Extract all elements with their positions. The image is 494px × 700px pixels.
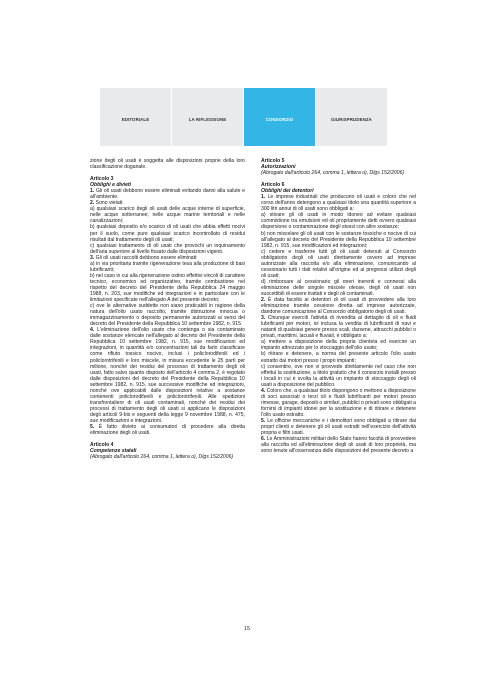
- paragraph: [261, 194, 416, 212]
- section-navbar: [100, 88, 388, 146]
- paragraph-text: Le imprese industriali che producono oli usati e coloro che nel corso dell'anno detengono a qualsiasi titolo una quantità superiore a 300 litri annui di oli usati sono obbligati a:: [261, 194, 416, 213]
- paragraph-text: c) cedere e trasferire tutti gli oli usati detenuti al Consorzio obbligatorio degli oli usati direttamente ovvero ad imprese autorizzate alla raccolta e/o alla eliminazione, comunicando al cessionario tutti i dati relativi all'origine ed ai pregressi utilizzi degli oli usati;: [261, 248, 416, 279]
- tab-label: LA RIFLESSIONE: [188, 117, 227, 122]
- paragraph-text: Le officine meccaniche e i demolitori sono obbligati a ritirare dai propri clienti e detenere gli oli usati estratti nell'esercizio dell'attività propria e filtri usati.: [261, 417, 416, 437]
- paragraph: [261, 436, 416, 454]
- paragraph-number: 3.: [90, 254, 95, 261]
- paragraph-text: d) rimborsare al cessionario gli oneri inerenti e connessi alla eliminazione delle singole miscele oleose, degli oli usati non suscettibili di essere trattati e degli oli contaminati.: [261, 278, 416, 297]
- paragraph-text: b) non miscelare gli oli usati con le sostanze tossiche o nocive di cui all'allegato al decreto del Presidente della Repubblica 10 settembre 1982, n. 915, sue modificazioni ed integrazioni;: [261, 230, 416, 249]
- paragraph: [261, 315, 416, 339]
- article-5-title: Articolo 5: [261, 158, 285, 164]
- paragraph: [261, 364, 416, 388]
- paragraph-text: c) consentire, ove non vi provvede direttamente nel caso che non effettui la sostituzione, a titolo gratuito che il consorzio installi presso i locali in cui è svolta la attività un impianto di stoccaggio degli oli usati a disposizione del pubblico.: [261, 363, 416, 388]
- tab-consorzio[interactable]: [244, 88, 316, 146]
- paragraph-number: 6.: [261, 436, 266, 443]
- paragraph-number: 2.: [261, 297, 266, 304]
- paragraph-number: 1.: [261, 194, 266, 201]
- paragraph-text: Le Amministrazioni militari dello Stato hanno facoltà di provvedere alla raccolta ed all'eliminazione degli oli usati di loro proprietà, ma sono tenute all'osservanza delle disposizioni del presente decreto a: [261, 436, 416, 455]
- article-4-subtitle: Competenze statali: [90, 448, 137, 455]
- paragraph: [261, 231, 416, 249]
- article-4-title: Articolo 4: [90, 442, 114, 449]
- intro-paragraph: zione degli oli usati è soggetta alle disposizioni proprie della loro classificazione doganale.: [90, 158, 245, 171]
- paragraph: [261, 212, 416, 230]
- right-column: [261, 158, 416, 454]
- paragraph: [90, 424, 245, 436]
- paragraph-text: Sono vietati:: [94, 200, 124, 207]
- paragraph: [90, 273, 245, 303]
- paragraph-number: 4.: [90, 327, 95, 334]
- article-6-subtitle: Obblighi dei detentori: [261, 188, 314, 195]
- paragraph: [261, 351, 416, 363]
- article-5-note: (Abrogato dall'articolo 264, comma 1, lettera o), Dlgs 152/2006): [261, 170, 405, 177]
- paragraph-text: b) nel caso in cui alla rigenerazione ostino effettivi vincoli di carattere tecnico, economico ed organizzativo, tramite combustione nel rispetto del decreto del Presidente della Repubblica 24 maggio 1988, n. 203, sue modifiche ed integrazioni e in particolare con le limitazioni specificate nell'allegato A del presente decreto;: [90, 272, 245, 304]
- article-6-title: Articolo 6: [261, 182, 285, 189]
- paragraph-number: 5.: [90, 424, 95, 431]
- article-6-body: [261, 194, 416, 454]
- left-column: [90, 158, 245, 460]
- paragraph-text: Gli oli usati raccolti debbono essere eliminati:: [94, 254, 198, 261]
- paragraph: [261, 249, 416, 279]
- tab-label: GIURISPRUDENZA: [331, 117, 372, 122]
- paragraph: [261, 279, 416, 297]
- paragraph-text: b) ritirare e detenere, a norma del presente articolo l'olio usato estratto dai motori presso i propri impianti;: [261, 351, 416, 364]
- tab-label: CONSORZIO: [265, 117, 294, 122]
- paragraph-text: a) in via prioritaria tramite rigenerazione tesa alla produzione di basi lubrificanti;: [90, 260, 245, 273]
- paragraph: [90, 303, 245, 327]
- tab-giurisprudenza[interactable]: [316, 88, 388, 146]
- paragraph: [90, 327, 245, 424]
- tab-editoriale[interactable]: [100, 88, 172, 146]
- article-3-body: [90, 188, 245, 436]
- article-5-subtitle: Autorizzazioni: [261, 164, 296, 171]
- paragraph-text: È fatto divieto ai consumatori di procedere alla diretta eliminazione degli oli usati.: [90, 424, 245, 437]
- paragraph-text: c) qualsiasi trattamento di oli usati che provochi un inquinamento dell'aria superiore al livello fissato dalle disposizioni vigenti.: [90, 242, 245, 255]
- paragraph-text: Chiunque eserciti l'attività di rivendita al dettaglio di oli e fluidi lubrificanti per motori, ivi inclusa la vendita di lubrificanti di navi e natanti di qualsiasi genere presso scali, darsene, attracchi pubblici o privati, marittimi, lacuali e fluviali, è obbligato a:: [261, 315, 416, 340]
- paragraph-text: b) qualsiasi deposito e/o scarico di oli usati che abbia effetti nocivi per il suolo, come pure qualsiasi scarico incontrollato di residui risultati dal trattamento degli oli usati;: [90, 224, 245, 243]
- paragraph: [90, 224, 245, 242]
- paragraph-number: 4.: [261, 387, 266, 394]
- paragraph-text: c) ove le alternative suddette non siano praticabili in ragione della natura dell'olio usato raccolto, tramite distruzione innocua o immagazzinamento o deposito permanente autorizzati ai sensi del decreto del Presidente della Repubblica 10 settembre 1982, n. 915.: [90, 303, 245, 328]
- paragraph: [90, 188, 245, 200]
- paragraph-text: L'eliminazione dell'olio usato che contenga o sia contaminato dalle sostanze elencate nell'allegato al decreto del Presidente della Repubblica 10 settembre 1982, n. 915, sue modificazioni ed integrazioni, in quantità e/o concentrazioni tali da farlo classificare come rifiuto tossico nocivo, inclusi i policlorodifenili ed i policlorotrifenili e loro miscele, in misura eccedente le 25 parti per milione, nonché dei residui del processo di trattamento degli oli usati, fatto salvo quanto disposto dell'articolo 4 comma 2, è regolato dalle disposizioni del decreto del Presidente della Repubblica 10 settembre 1982, n. 915, sue successive modifiche ed integrazioni, nonché ove applicabili dalle disposizioni relative a sostanze contenenti policlorodifenili e policlorotrifenili. Alle spedizioni transfrontaliere di oli usati contaminati, nonché dei residui dei processi di trattamento degli oli usati si applicano le disposizioni degli articoli 9-bis e seguenti della legge 9 novembre 1988, n. 475, sue modificazioni e integrazioni.: [90, 327, 245, 424]
- paragraph: [90, 206, 245, 224]
- article-4-note: (Abrogato dall'articolo 264, comma 1, lettera o), Dlgs 152/2006): [90, 454, 234, 461]
- paragraph: [261, 418, 416, 436]
- paragraph-number: 5.: [261, 417, 266, 424]
- paragraph-number: 3.: [261, 315, 266, 322]
- paragraph-number: 1.: [90, 188, 95, 195]
- paragraph-text: Gli oli usati debbono essere eliminati evitando danni alla salute e all'ambiente.: [90, 188, 245, 201]
- article-3-subtitle: Obblighi e divieti: [90, 182, 132, 189]
- page-number: 15: [243, 626, 251, 632]
- article-3-title: Articolo 3: [90, 176, 114, 183]
- tab-label: EDITORIALE: [121, 117, 150, 122]
- tab-la-riflessione[interactable]: [172, 88, 244, 146]
- paragraph: [261, 297, 416, 315]
- paragraph-text: a) mettere a disposizione della propria clientela ed esercire un impianto attrezzato per lo stoccaggio dell'olio usato;: [261, 339, 416, 352]
- paragraph-number: 2.: [90, 200, 95, 207]
- paragraph-text: a) stivare gli oli usati in modo idoneo ad evitare qualsiasi commistione tra emulsioni ed oli propriamente detti ovvero qualsiasi dispersione o contaminazione degli stessi con altre sostanze;: [261, 212, 416, 231]
- paragraph: [90, 261, 245, 273]
- paragraph: [90, 243, 245, 255]
- paragraph-text: a) qualsiasi scarico degli oli usati delle acque interne di superficie, nelle acque sotterranee, nelle acque marine territoriali e nelle canalizzazioni;: [90, 206, 245, 225]
- paragraph-text: È data facoltà ai detentori di oli usati di provvedere alla loro eliminazione tramite cessione diretta ad imprese autorizzate, dandone comunicazione al Consorzio obbligatorio degli oli usati.: [261, 297, 416, 316]
- paragraph: [261, 388, 416, 418]
- paragraph: [261, 339, 416, 351]
- paragraph-text: Coloro che, a qualsiasi titolo dispongono o mettono a disposizione di soci associati o terzi oli e fluidi lubrificanti per motori presso rimesse, garage, depositi o similari, pubblici o privati sono obbligati a fornirsi di impianti idonei per la sostituzione e di ritirare e detenere l'olio usato estratto.: [261, 387, 416, 418]
